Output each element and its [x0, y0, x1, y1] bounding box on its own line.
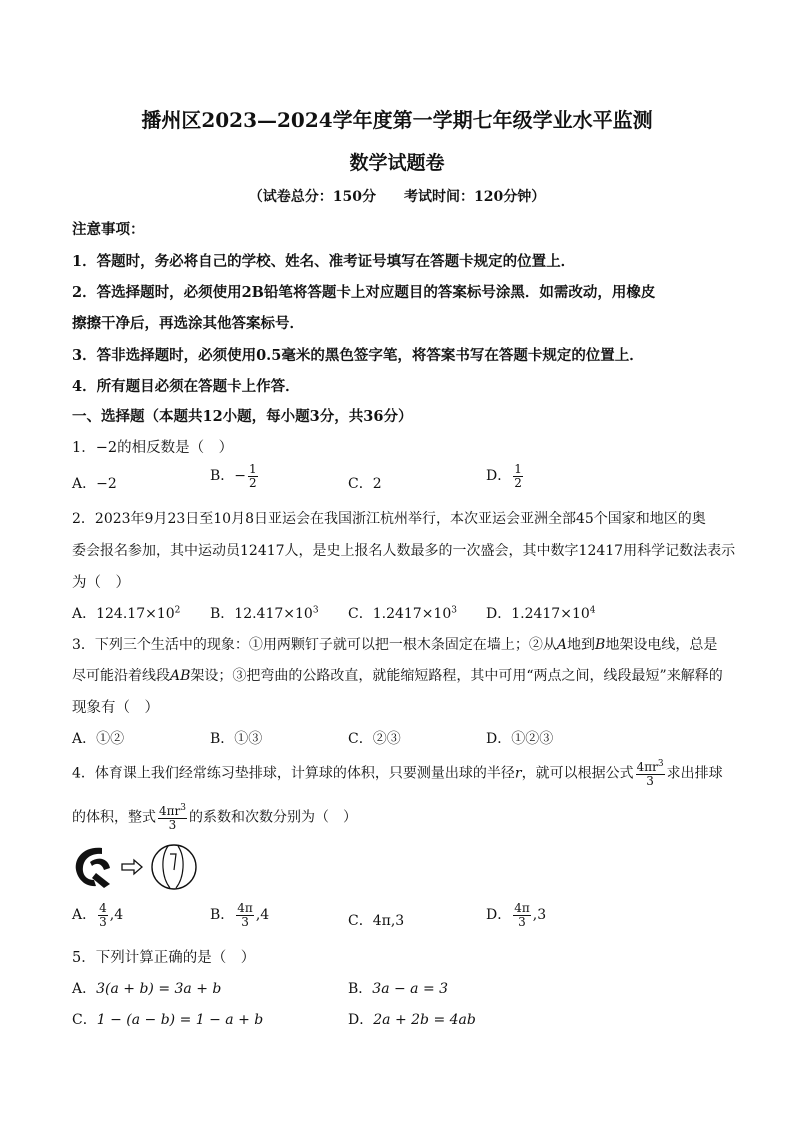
q4-line-1: 4．体育课上我们经常练习垫排球，计算球的体积，只要测量出球的半径r，就可以根据公式 $\frac{4\pi r^3}{3}$ 求出排球	[72, 759, 723, 788]
q2-option-d: D．$1.2417\times 10^4$	[486, 605, 596, 622]
q4-line-2: 的体积，整式 $\frac{4\pi r^3}{3}$ 的系数和次数分别为（ ）	[72, 803, 357, 832]
right-arrow-icon	[122, 860, 142, 874]
q1-option-d: D． $\frac{1}{2}$	[486, 462, 522, 490]
section-title: 一、选择题（本题共12小题，每小题3分，共36分）	[72, 408, 413, 425]
q5-option-b: B．3a − a = 3	[348, 981, 449, 997]
volleyball-icon	[152, 845, 196, 889]
q1-option-a: A．−2	[72, 476, 117, 492]
q4-option-c: C．4π,3	[348, 913, 405, 929]
notice-heading: 注意事项：	[72, 221, 145, 238]
notice-item-3: 3．答非选择题时，必须使用0.5毫米的黑色签字笔，将答案书写在答题卡规定的位置上．	[72, 347, 644, 364]
q1-option-b: B．− $\frac{1}{2}$	[210, 462, 257, 490]
q3-line-3: 现象有（ ）	[72, 700, 159, 716]
q1-option-c: C．2	[348, 476, 382, 492]
q3-line-2: 尽可能沿着线段AB架设；③把弯曲的公路改直，就能缩短路程，其中可用“两点之间，线段最短”来解释的	[72, 668, 723, 684]
q3-option-d: D．①②③	[486, 731, 554, 747]
q2-line-1: 2．2023年9月23日至10月8日亚运会在我国浙江杭州举行，本次亚运会亚洲全部45个国家和地区的奥	[72, 511, 706, 527]
q3-option-c: C．②③	[348, 731, 401, 747]
q2-line-2: 委会报名参加，其中运动员12417人，是史上报名人数最多的一次盛会，其中数字12417用科学记数法表示	[72, 543, 736, 559]
q1-b-fraction: $\frac{1}{2}$	[249, 462, 257, 490]
q4-expression-fraction: $\frac{4\pi r^3}{3}$	[159, 803, 186, 832]
q2-option-c: C．$1.2417\times 10^3$	[348, 605, 457, 622]
q5-option-d: D．2a + 2b = 4ab	[348, 1012, 476, 1028]
q5-option-a: A．3(a + b) = 3a + b	[72, 981, 222, 997]
page-subtitle: 数学试题卷	[349, 152, 445, 174]
q4-formula-fraction: $\frac{4\pi r^3}{3}$	[636, 759, 664, 788]
q5-option-c: C．1 − (a − b) = 1 − a + b	[72, 1012, 264, 1028]
notice-item-1: 1．答题时，务必将自己的学校、姓名、准考证号填写在答题卡规定的位置上．	[72, 253, 576, 270]
q2-option-a: A．$124.17\times 10^2$	[72, 605, 181, 622]
q4-option-a: A． $\frac{4}{3}$ ,4	[72, 901, 124, 929]
notice-item-2: 2．答选择题时，必须使用2B铅笔将答题卡上对应题目的答案标号涂黑．如需改动，用橡皮	[72, 284, 656, 301]
q4-option-d: D． $\frac{4\pi}{3}$ ,3	[486, 901, 547, 929]
volleyball-figure	[70, 840, 205, 895]
q3-option-a: A．①②	[72, 731, 125, 747]
q4-option-b: B． $\frac{4\pi}{3}$ ,4	[210, 901, 270, 929]
player-silhouette-icon	[76, 848, 110, 888]
notice-item-2-cont: 擦擦干净后，再选涂其他答案标号．	[72, 315, 304, 332]
q2-option-b: B．$12.417\times 10^3$	[210, 605, 319, 622]
q5-stem: 5．下列计算正确的是（ ）	[72, 950, 256, 966]
q1-d-fraction: $\frac{1}{2}$	[514, 462, 522, 490]
exam-info: （试卷总分：150分 考试时间：120分钟）	[248, 189, 546, 205]
page-title: 播州区2023—2024学年度第一学期七年级学业水平监测	[141, 108, 653, 132]
notice-item-4: 4．所有题目必须在答题卡上作答．	[72, 378, 300, 395]
q2-line-3: 为（ ）	[72, 575, 130, 591]
q3-option-b: B．①③	[210, 731, 263, 747]
q1-stem: 1．−2的相反数是（ ）	[72, 440, 234, 456]
q3-line-1: 3．下列三个生活中的现象：①用两颗钉子就可以把一根木条固定在墙上；②从A地到B地架设电线，总是	[72, 637, 718, 653]
